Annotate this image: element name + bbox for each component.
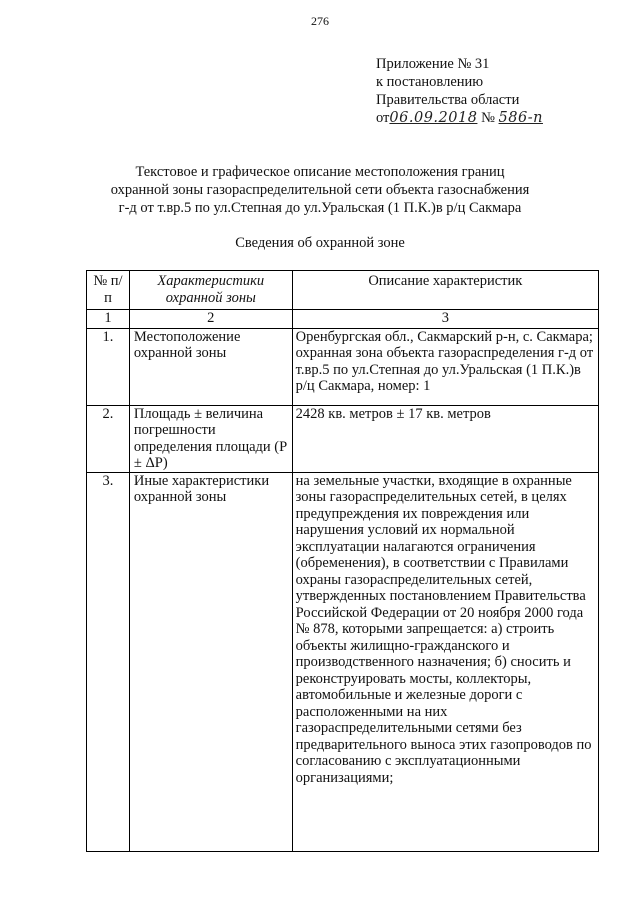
page-number: 276: [311, 14, 329, 28]
table-row: [87, 472, 599, 851]
appendix-block: [376, 55, 543, 127]
title-line-1: Текстовое и графическое описание местоположения границ: [135, 164, 505, 180]
table-row: [87, 328, 599, 405]
number-prefix: №: [481, 110, 495, 126]
handwritten-date: 06.09.2018: [389, 110, 478, 126]
column-number-row: [87, 310, 599, 329]
appendix-resolution: к постановлению: [376, 74, 484, 90]
row-characteristic: Местоположение охранной зоны: [129, 328, 292, 405]
column-number: 1: [87, 310, 130, 329]
header-number: № п/п: [87, 271, 130, 310]
appendix-government: Правительства области: [376, 92, 520, 108]
table-header-row: [87, 271, 599, 310]
header-characteristic: Характеристики охранной зоны: [129, 271, 292, 310]
title-line-3: г-д от т.вр.5 по ул.Степная до ул.Уральская (1 П.К.)в р/ц Сакмара: [118, 200, 522, 216]
document-title: [0, 163, 640, 217]
row-characteristic: Площадь ± величина погрешности определения площади (P ± ΔP): [129, 405, 292, 472]
appendix-title: Приложение № 31: [376, 56, 490, 72]
date-prefix: от: [376, 110, 390, 126]
table-row: [87, 405, 599, 472]
row-characteristic: Иные характеристики охранной зоны: [129, 472, 292, 851]
row-description: 2428 кв. метров ± 17 кв. метров: [292, 405, 598, 472]
row-description: Оренбургская обл., Сакмарский р-н, с. Сакмара; охранная зона объекта газораспределения г-д от т.вр.5 по ул.Степная до ул.Уральская (1 П.К.)в р/ц Сакмара, номер: 1: [292, 328, 598, 405]
zone-info-table: [86, 270, 599, 852]
row-description: на земельные участки, входящие в охранные зоны газораспределительных сетей, в целях предупреждения их повреждения или нарушения условий их нормальной эксплуатации налагаются ограничения (обременения), в соответствии с Правилами охраны газораспределительных сетей, утвержденных постановлением Правительства Российской Федерации от 20 ноября 2000 года № 878, которыми запрещается: а) строить объекты жилищно-гражданского и производственного назначения; б) сносить и реконструировать мосты, коллекторы, автомобильные и железные дороги с расположенными на них газораспределительными сетями без предварительного выноса этих газопроводов по согласованию с эксплуатационными организациями;: [292, 472, 598, 851]
column-number: 3: [292, 310, 598, 329]
appendix-date-line: [376, 109, 543, 127]
row-index: 1.: [87, 328, 130, 405]
column-number: 2: [129, 310, 292, 329]
row-index: 3.: [87, 472, 130, 851]
handwritten-number: 586-п: [498, 110, 543, 126]
header-description: Описание характеристик: [292, 271, 598, 310]
row-index: 2.: [87, 405, 130, 472]
section-heading: Сведения об охранной зоне: [235, 235, 405, 251]
title-line-2: охранной зоны газораспределительной сети объекта газоснабжения: [110, 182, 530, 198]
